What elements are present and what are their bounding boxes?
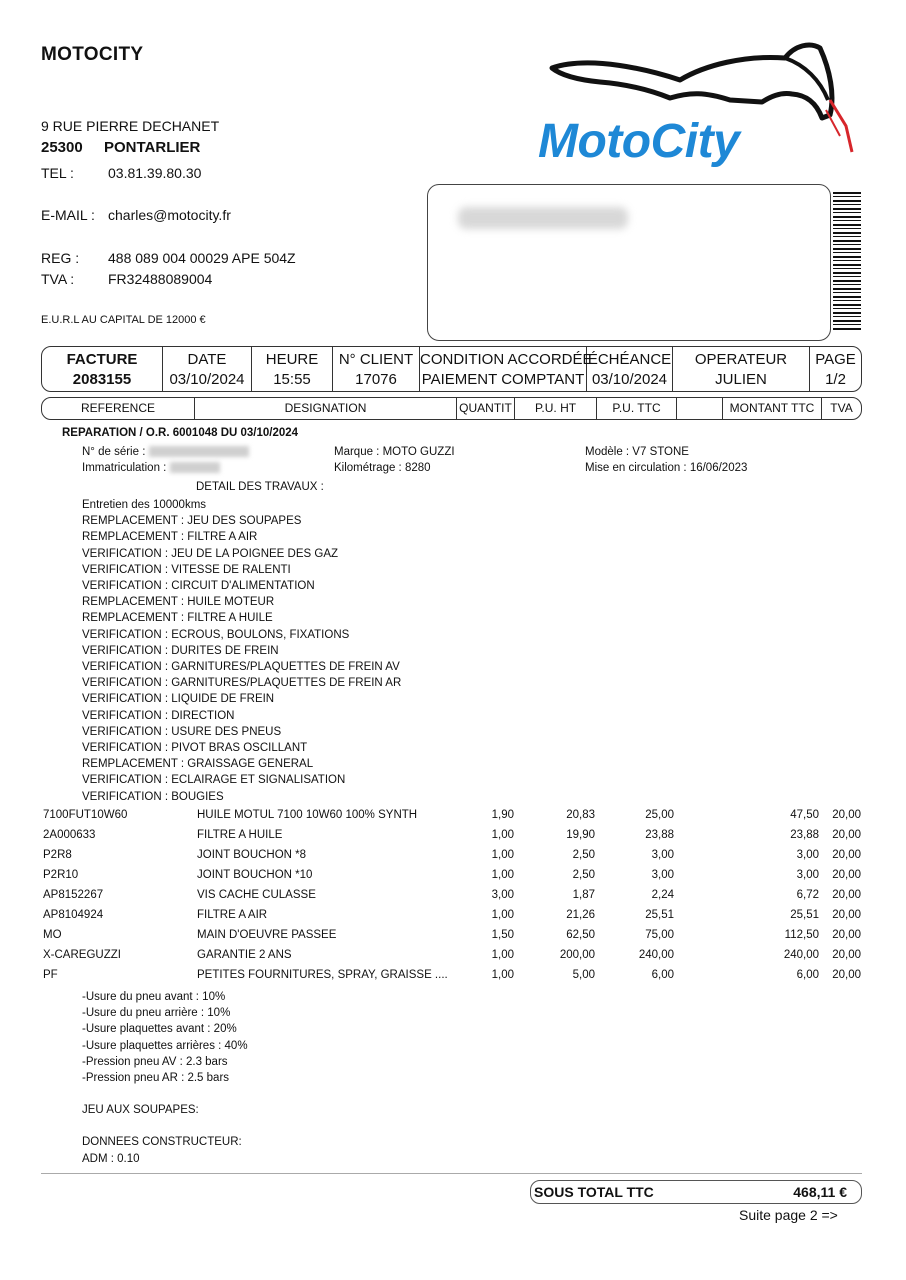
redacted-serie	[149, 446, 249, 457]
table-row	[43, 866, 863, 886]
cell-ref: PF	[43, 969, 58, 981]
note-item: -Pression pneu AV : 2.3 bars	[82, 1055, 228, 1068]
marque: Marque : MOTO GUZZI	[334, 446, 455, 458]
cell-montant: 240,00	[783, 949, 819, 961]
company-name: MOTOCITY	[41, 44, 144, 65]
work-item: REMPLACEMENT : JEU DES SOUPAPES	[82, 515, 302, 528]
cell-pu-ttc: 25,51	[645, 909, 674, 921]
work-item: Entretien des 10000kms	[82, 499, 207, 511]
col-montant-ttc: MONTANT TTC	[723, 398, 822, 419]
cell-designation: PETITES FOURNITURES, SPRAY, GRAISSE ....	[197, 969, 448, 981]
work-item: VERIFICATION : CIRCUIT D'ALIMENTATION	[82, 580, 315, 593]
condition-value: PAIEMENT COMPTANT	[421, 371, 585, 388]
work-item: VERIFICATION : BOUGIES	[82, 790, 224, 803]
client-label: N° CLIENT	[338, 351, 414, 368]
repair-title: REPARATION / O.R. 6001048 DU 03/10/2024	[62, 427, 299, 439]
cell-designation: GARANTIE 2 ANS	[197, 949, 292, 961]
company-address: 9 RUE PIERRE DECHANET	[41, 118, 220, 134]
cell-quantite: 1,00	[491, 829, 514, 841]
line-items-table	[43, 806, 863, 986]
cell-quantite: 3,00	[491, 889, 514, 901]
operateur-cell	[673, 347, 810, 391]
cell-quantite: 1,90	[491, 809, 514, 821]
email-value: charles@motocity.fr	[108, 207, 231, 223]
cell-quantite: 1,00	[491, 849, 514, 861]
cell-pu-ht: 200,00	[559, 949, 595, 961]
operateur-label: OPERATEUR	[694, 351, 788, 368]
echeance-value: 03/10/2024	[591, 371, 668, 388]
continued-next-page: Suite page 2 =>	[739, 1207, 838, 1223]
cell-tva: 20,00	[832, 869, 861, 881]
cell-designation: JOINT BOUCHON *8	[197, 849, 307, 861]
cell-tva: 20,00	[832, 849, 861, 861]
client-cell	[333, 347, 420, 391]
capital-note: E.U.R.L AU CAPITAL DE 12000 €	[41, 314, 206, 326]
cell-montant: 23,88	[790, 829, 819, 841]
cell-pu-ht: 21,26	[566, 909, 595, 921]
motocity-logo	[530, 40, 860, 180]
tel-label: TEL :	[41, 165, 74, 181]
serie-row	[82, 446, 249, 458]
cell-pu-ttc: 23,88	[645, 829, 674, 841]
cell-tva: 20,00	[832, 809, 861, 821]
condition-label: CONDITION ACCORDÉE	[420, 351, 593, 368]
cell-designation: HUILE MOTUL 7100 10W60 100% SYNTH	[197, 809, 418, 821]
cell-quantite: 1,00	[491, 869, 514, 881]
date-label: DATE	[187, 351, 227, 368]
cell-pu-ht: 19,90	[566, 829, 595, 841]
company-postal-code: 25300	[41, 139, 83, 156]
cell-pu-ht: 20,83	[566, 809, 595, 821]
cell-ref: X-CAREGUZZI	[43, 949, 121, 961]
redacted-immat	[170, 462, 220, 473]
adm-value: ADM : 0.10	[82, 1152, 140, 1165]
cell-tva: 20,00	[832, 949, 861, 961]
cell-designation: FILTRE A AIR	[197, 909, 268, 921]
work-item: VERIFICATION : ECROUS, BOULONS, FIXATIONS	[82, 628, 350, 641]
company-city: PONTARLIER	[104, 139, 201, 156]
modele: Modèle : V7 STONE	[585, 446, 689, 458]
work-item: VERIFICATION : LIQUIDE DE FREIN	[82, 693, 275, 706]
work-list	[82, 497, 401, 805]
page-value: 1/2	[825, 371, 846, 388]
cell-ref: AP8104924	[43, 909, 104, 921]
cell-tva: 20,00	[832, 829, 861, 841]
work-item: REMPLACEMENT : FILTRE A HUILE	[82, 612, 273, 625]
footer-divider	[41, 1173, 862, 1174]
col-pu-ht: P.U. HT	[515, 398, 597, 419]
cell-designation: VIS CACHE CULASSE	[197, 889, 316, 901]
cell-ref: 2A000633	[43, 829, 96, 841]
cell-montant: 47,50	[790, 809, 819, 821]
mise-circulation: Mise en circulation : 16/06/2023	[585, 462, 748, 474]
work-item: VERIFICATION : USURE DES PNEUS	[82, 725, 282, 738]
table-row	[43, 846, 863, 866]
page-label: PAGE	[815, 351, 856, 368]
note-item: -Pression pneu AR : 2.5 bars	[82, 1072, 230, 1085]
tva-label: TVA :	[41, 271, 75, 287]
reg-value: 488 089 004 00029 APE 504Z	[108, 250, 296, 266]
cell-montant: 112,50	[784, 929, 819, 941]
kilometrage: Kilométrage : 8280	[334, 462, 431, 474]
heure-value: 15:55	[273, 371, 311, 388]
col-blank	[677, 398, 723, 419]
work-item: VERIFICATION : DURITES DE FREIN	[82, 644, 279, 657]
serie-label: N° de série :	[82, 446, 146, 458]
table-row	[43, 806, 863, 826]
col-reference: REFERENCE	[42, 398, 195, 419]
facture-cell	[42, 347, 163, 391]
page-cell	[810, 347, 861, 391]
redacted-client-name	[458, 207, 628, 229]
cell-pu-ht: 62,50	[566, 929, 595, 941]
condition-cell	[420, 347, 593, 391]
cell-pu-ht: 2,50	[572, 869, 595, 881]
tel-value: 03.81.39.80.30	[108, 165, 202, 181]
cell-designation: FILTRE A HUILE	[197, 829, 283, 841]
cell-pu-ttc: 3,00	[651, 869, 674, 881]
cell-ref: P2R8	[43, 849, 72, 861]
cell-montant: 3,00	[796, 849, 819, 861]
cell-pu-ttc: 3,00	[651, 849, 674, 861]
cell-montant: 6,72	[796, 889, 819, 901]
immat-label: Immatriculation :	[82, 462, 167, 474]
cell-quantite: 1,00	[491, 949, 514, 961]
subtotal-label: SOUS TOTAL TTC	[534, 1184, 654, 1200]
subtotal-value: 468,11 €	[793, 1184, 847, 1200]
cell-pu-ht: 5,00	[572, 969, 595, 981]
cell-pu-ttc: 25,00	[645, 809, 674, 821]
logo-text: MotoCity	[538, 115, 740, 168]
donnees-constructeur: DONNEES CONSTRUCTEUR:	[82, 1136, 242, 1149]
subtotal-box	[530, 1180, 862, 1204]
cell-tva: 20,00	[832, 929, 861, 941]
cell-tva: 20,00	[832, 909, 861, 921]
echeance-cell	[587, 347, 673, 391]
col-designation: DESIGNATION	[195, 398, 457, 419]
work-item: VERIFICATION : GARNITURES/PLAQUETTES DE FREIN AR	[82, 677, 402, 690]
invoice-header-box	[41, 346, 862, 392]
cell-tva: 20,00	[832, 969, 861, 981]
note-item: -Usure plaquettes arrières : 40%	[82, 1039, 248, 1052]
barcode	[833, 192, 861, 332]
facture-label: FACTURE	[66, 351, 138, 368]
inspection-notes	[82, 989, 248, 1167]
note-item: -Usure du pneu avant : 10%	[82, 991, 226, 1003]
column-header-box	[41, 397, 862, 420]
cell-designation: JOINT BOUCHON *10	[197, 869, 313, 881]
col-quantite: QUANTIT	[457, 398, 515, 419]
table-row	[43, 826, 863, 846]
cell-ref: P2R10	[43, 869, 79, 881]
work-item: REMPLACEMENT : HUILE MOTEUR	[82, 596, 275, 609]
cell-tva: 20,00	[832, 889, 861, 901]
cell-ref: MO	[43, 929, 62, 941]
work-item: VERIFICATION : GARNITURES/PLAQUETTES DE FREIN AV	[82, 661, 400, 674]
cell-pu-ttc: 240,00	[638, 949, 674, 961]
jeu-soupapes: JEU AUX SOUPAPES:	[82, 1104, 199, 1117]
client-value: 17076	[355, 371, 397, 388]
cell-quantite: 1,00	[491, 969, 514, 981]
work-item: REMPLACEMENT : GRAISSAGE GENERAL	[82, 758, 314, 771]
cell-designation: MAIN D'OEUVRE PASSEE	[197, 929, 337, 941]
date-cell	[163, 347, 252, 391]
work-item: VERIFICATION : VITESSE DE RALENTI	[82, 563, 291, 576]
table-row	[43, 946, 863, 966]
cell-montant: 25,51	[790, 909, 819, 921]
cell-pu-ttc: 2,24	[651, 889, 674, 901]
col-pu-ttc: P.U. TTC	[597, 398, 677, 419]
cell-ref: AP8152267	[43, 889, 104, 901]
echeance-label: ÉCHÉANCE	[587, 351, 672, 368]
note-item: -Usure plaquettes avant : 20%	[82, 1023, 237, 1036]
cell-quantite: 1,50	[491, 929, 514, 941]
facture-number: 2083155	[72, 371, 132, 388]
cell-pu-ht: 2,50	[572, 849, 595, 861]
tva-value: FR32488089004	[108, 271, 213, 287]
email-label: E-MAIL :	[41, 207, 95, 223]
table-row	[43, 906, 863, 926]
cell-pu-ttc: 6,00	[651, 969, 674, 981]
cell-pu-ht: 1,87	[572, 889, 595, 901]
reg-label: REG :	[41, 250, 80, 266]
heure-cell	[252, 347, 333, 391]
work-item: VERIFICATION : PIVOT BRAS OSCILLANT	[82, 742, 308, 755]
operateur-value: JULIEN	[715, 371, 767, 388]
note-item: -Usure du pneu arrière : 10%	[82, 1007, 231, 1020]
cell-ref: 7100FUT10W60	[43, 809, 128, 821]
cell-montant: 3,00	[796, 869, 819, 881]
detail-title: DETAIL DES TRAVAUX :	[196, 481, 324, 493]
cell-montant: 6,00	[796, 969, 819, 981]
work-item: VERIFICATION : ECLAIRAGE ET SIGNALISATION	[82, 774, 346, 787]
col-tva: TVA	[830, 401, 853, 415]
table-row	[43, 966, 863, 986]
cell-pu-ttc: 75,00	[645, 929, 674, 941]
work-item: VERIFICATION : JEU DE LA POIGNEE DES GAZ	[82, 547, 339, 560]
date-value: 03/10/2024	[169, 371, 245, 388]
heure-label: HEURE	[265, 351, 319, 368]
work-item: VERIFICATION : DIRECTION	[82, 709, 235, 722]
client-address-box	[427, 184, 831, 341]
work-item: REMPLACEMENT : FILTRE A AIR	[82, 531, 258, 544]
cell-quantite: 1,00	[491, 909, 514, 921]
table-row	[43, 926, 863, 946]
immat-row	[82, 462, 220, 474]
table-row	[43, 886, 863, 906]
